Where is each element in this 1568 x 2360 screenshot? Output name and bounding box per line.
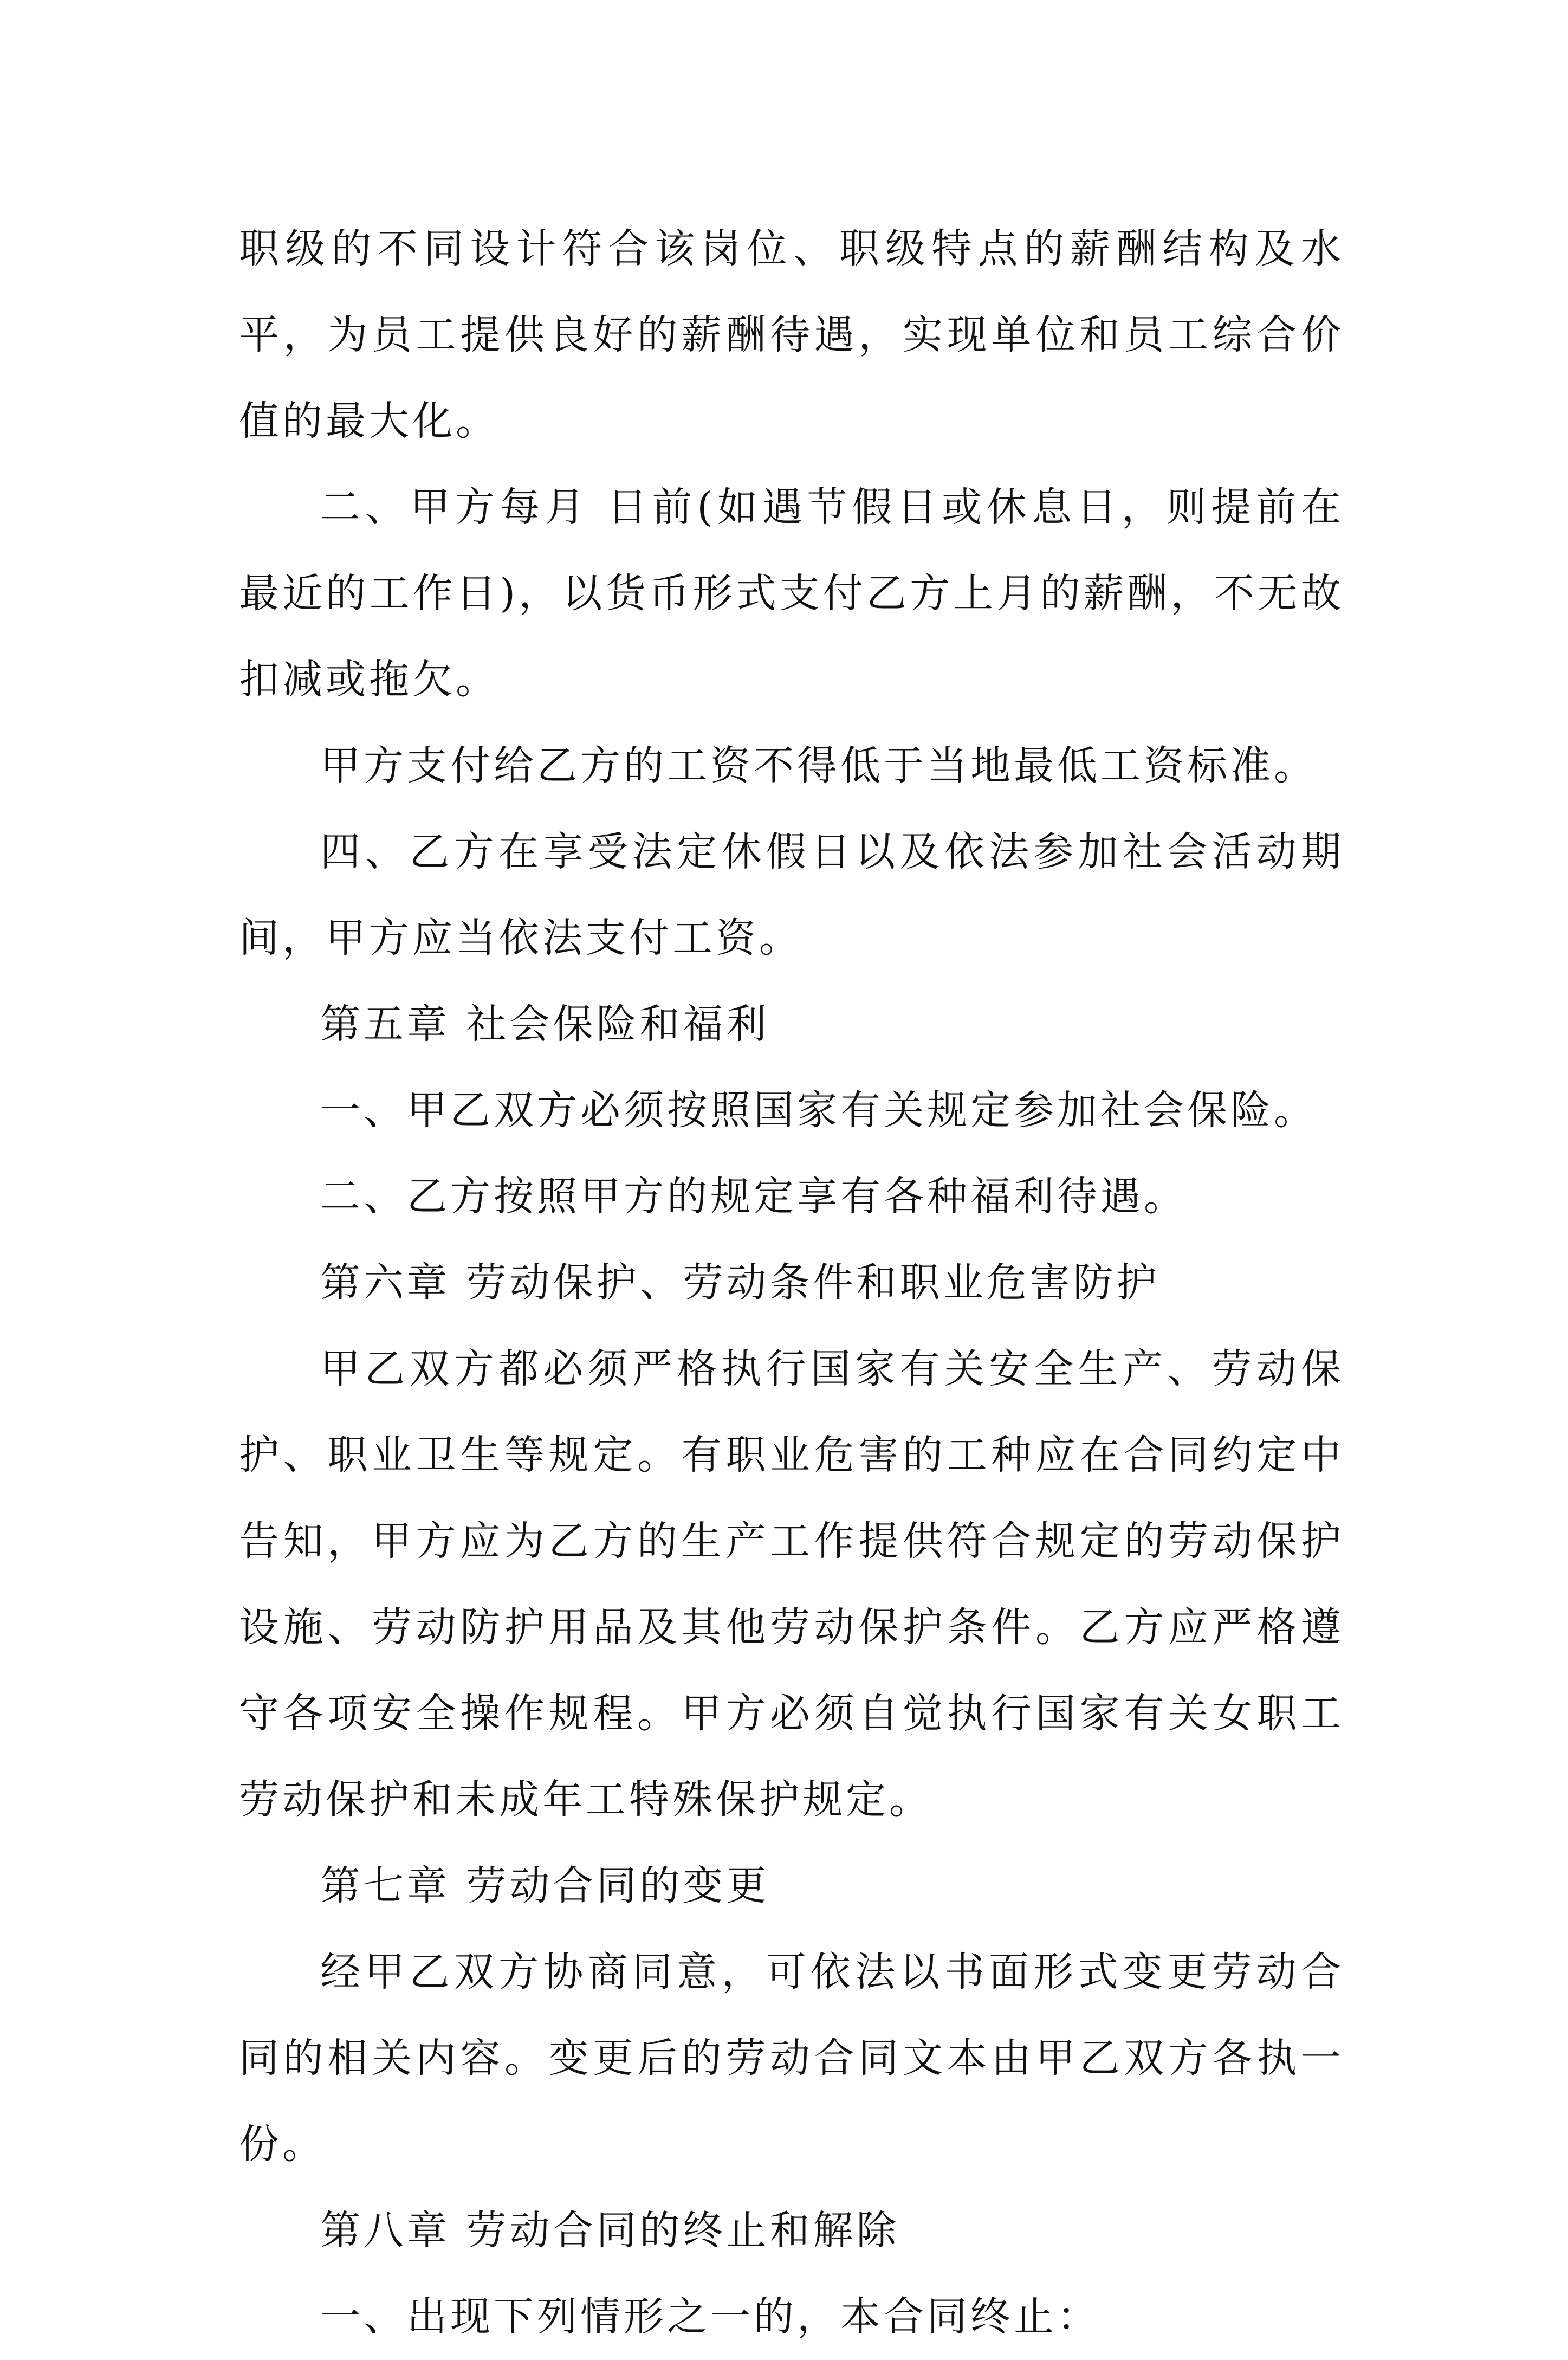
paragraph-minimum-wage: 甲方支付给乙方的工资不得低于当地最低工资标准。	[320, 742, 1317, 789]
paragraph-labor-protection: 甲乙双方都必须严格执行国家有关安全生产、劳动保护、职业卫生等规定。有职业危害的工种应在合同约定中告知，甲方应为乙方的生产工作提供符合规定的劳动保护设施、劳动防护用品及其他劳动保护条件。乙方应严格遵守各项安全操作规程。甲方必须自觉执行国家有关女职工劳动保护和未成年工特殊保护规定。	[239, 1346, 1344, 1823]
paragraph-welfare: 二、乙方按照甲方的规定享有各种福利待遇。	[320, 1173, 1187, 1220]
paragraph-contract-change: 经甲乙双方协商同意，可依法以书面形式变更劳动合同的相关内容。变更后的劳动合同文本由甲乙双方各执一份。	[239, 1949, 1344, 2168]
chapter-heading-6: 第六章 劳动保护、劳动条件和职业危害防护	[320, 1259, 1160, 1306]
chapter-heading-7: 第七章 劳动合同的变更	[320, 1863, 770, 1909]
paragraph-termination-cases: 一、出现下列情形之一的，本合同终止：	[320, 2293, 1100, 2340]
paragraph-salary-structure: 职级的不同设计符合该岗位、职级特点的薪酬结构及水平，为员工提供良好的薪酬待遇，实现单位和员工综合价值的最大化。	[239, 225, 1344, 444]
paragraph-holiday-pay: 四、乙方在享受法定休假日以及依法参加社会活动期间，甲方应当依法支付工资。	[239, 829, 1344, 961]
chapter-heading-5: 第五章 社会保险和福利	[320, 1001, 770, 1048]
document-body	[239, 206, 1344, 2360]
chapter-heading-8: 第八章 劳动合同的终止和解除	[320, 2207, 900, 2254]
paragraph-social-insurance: 一、甲乙双方必须按照国家有关规定参加社会保险。	[320, 1087, 1317, 1134]
paragraph-salary-payment: 二、甲方每月 日前(如遇节假日或休息日，则提前在最近的工作日)，以货币形式支付乙方上月的薪酬，不无故扣减或拖欠。	[239, 484, 1344, 703]
